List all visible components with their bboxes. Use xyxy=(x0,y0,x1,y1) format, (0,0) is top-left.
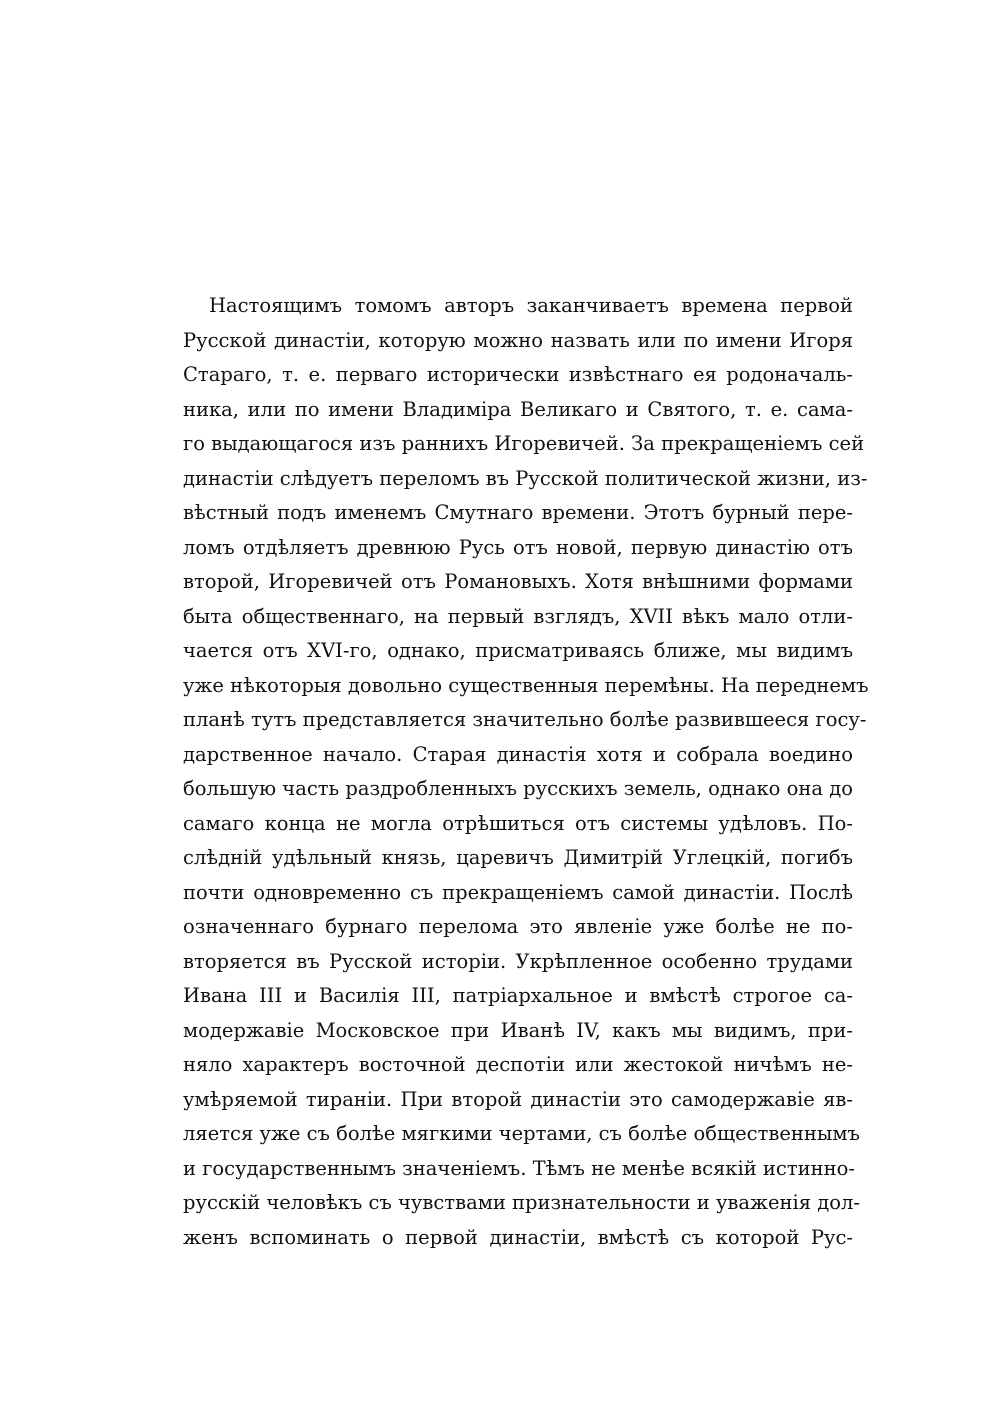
text-line: умѣряемой тираніи. При второй династіи это самодержавіе яв- xyxy=(183,1087,853,1111)
text-line: самаго конца не могла отрѣшиться отъ системы удѣловъ. По- xyxy=(183,811,853,835)
text-line: и государственнымъ значеніемъ. Тѣмъ не менѣе всякій истинно- xyxy=(183,1156,855,1180)
text-line: Ивана III и Василія III, патріархальное и вмѣстѣ строгое са- xyxy=(183,984,853,1007)
text-line: второй, Игоревичей отъ Романовыхъ. Хотя внѣшними формами xyxy=(183,570,853,593)
text-line: планѣ тутъ представляется значительно болѣе развившееся госу- xyxy=(183,708,867,731)
text-line: вѣстный подъ именемъ Смутнаго времени. Этотъ бурный пере- xyxy=(183,501,853,524)
text-line: го выдающагося изъ раннихъ Игоревичей. За прекращеніемъ сей xyxy=(183,432,865,455)
text-line: слѣдній удѣльный князь, царевичъ Димитрій Углецкій, погибъ xyxy=(183,846,853,869)
text-line: ника, или по имени Владиміра Великаго и Святого, т. е. сама- xyxy=(183,397,853,421)
text-line: чается отъ XVI-го, однако, присматриваясь ближе, мы видимъ xyxy=(183,639,853,662)
text-line: почти одновременно съ прекращеніемъ самой династіи. Послѣ xyxy=(183,880,853,904)
text-line: Стараго, т. е. перваго исторически извѣстнаго ея родоначаль- xyxy=(183,363,853,386)
body-paragraph xyxy=(183,289,869,1255)
text-line: модержавіе Московское при Иванѣ IV, какъ мы видимъ, при- xyxy=(183,1018,853,1042)
text-line: означеннаго бурнаго перелома это явленіе уже болѣе не по- xyxy=(183,915,853,938)
text-line: ломъ отдѣляетъ древнюю Русь отъ новой, первую династію отъ xyxy=(183,535,853,559)
text-line: ляется уже съ болѣе мягкими чертами, съ болѣе общественнымъ xyxy=(183,1122,860,1145)
text-line: династіи слѣдуетъ переломъ въ Русской политической жизни, из- xyxy=(183,466,868,490)
text-line: Настоящимъ томомъ авторъ заканчиваетъ времена первой xyxy=(209,294,853,317)
text-line: няло характеръ восточной деспотіи или жестокой ничѣмъ не- xyxy=(183,1053,853,1076)
text-line: вторяется въ Русской исторіи. Укрѣпленное особенно трудами xyxy=(183,949,853,973)
text-line: русскій человѣкъ съ чувствами признательности и уваженія дол- xyxy=(183,1191,860,1214)
text-line: дарственное начало. Старая династія хотя и собрала воедино xyxy=(183,742,853,766)
text-line: быта общественнаго, на первый взглядъ, XVII вѣкъ мало отли- xyxy=(183,604,853,628)
text-line: женъ вспоминать о первой династіи, вмѣстѣ съ которой Рус- xyxy=(183,1225,853,1249)
text-line: большую часть раздробленныхъ русскихъ земель, однако она до xyxy=(183,777,853,800)
text-line: Русской династіи, которую можно назвать или по имени Игоря xyxy=(183,328,853,352)
text-line: уже нѣкоторыя довольно существенныя перемѣны. На переднемъ xyxy=(183,673,869,697)
